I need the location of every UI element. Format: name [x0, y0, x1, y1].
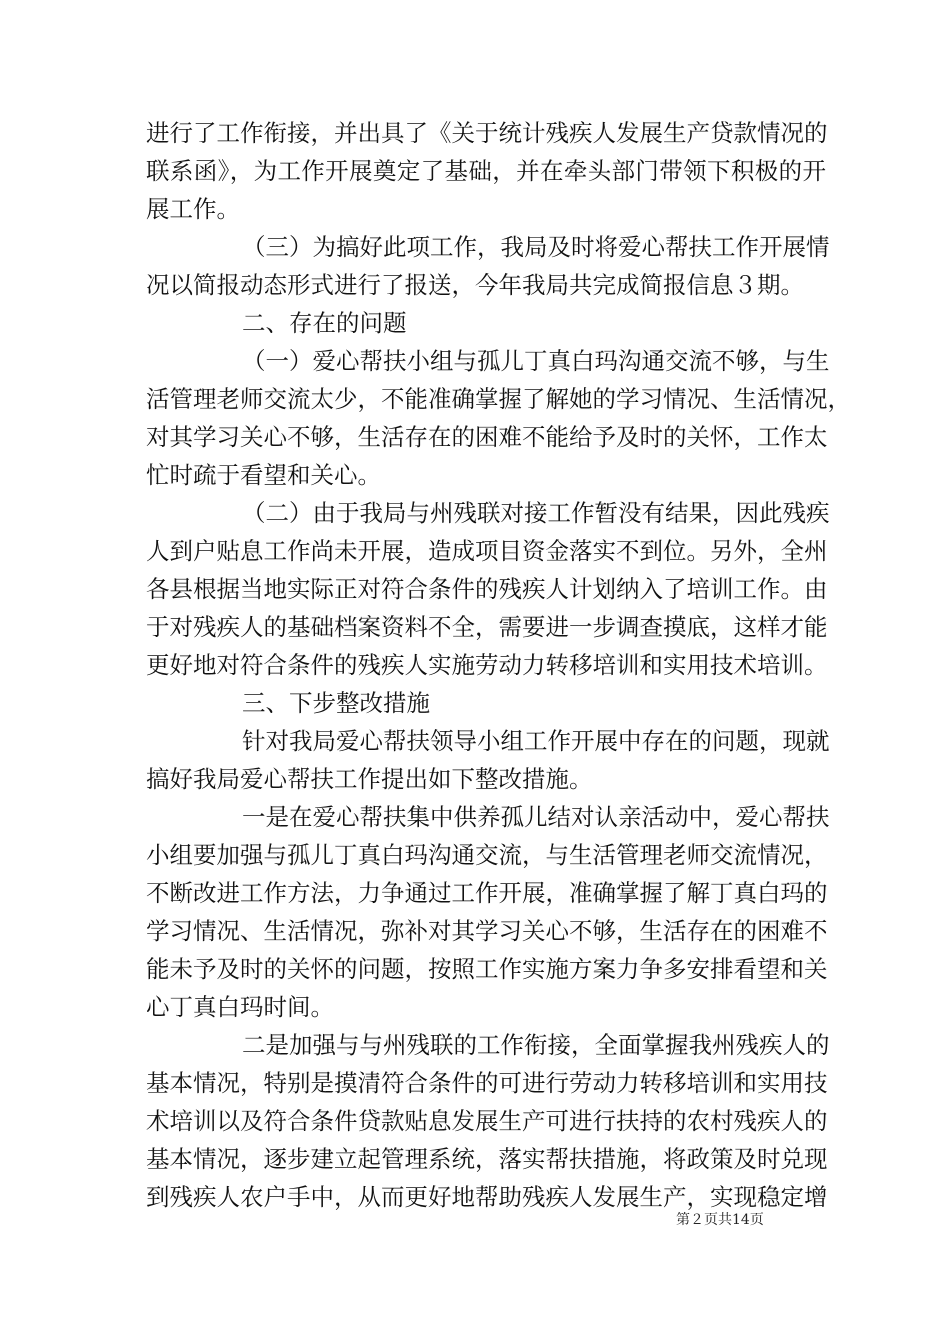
text-line: （三）为搞好此项工作，我局及时将爱心帮扶工作开展情 [242, 233, 830, 261]
text-line: 忙时疏于看望和关心。 [146, 461, 381, 489]
text-line: 小组要加强与孤儿丁真白玛沟通交流，与生活管理老师交流情况， [146, 841, 828, 869]
text-line: 各县根据当地实际正对符合条件的残疾人计划纳入了培训工作。由 [146, 575, 828, 603]
text-line: （一）爱心帮扶小组与孤儿丁真白玛沟通交流不够，与生 [242, 347, 830, 375]
text-line: 于对残疾人的基础档案资料不全，需要进一步调查摸底，这样才能 [146, 613, 828, 641]
page-number-footer: 第２页共14页 [676, 1212, 764, 1228]
text-line: 不断改进工作方法，力争通过工作开展，准确掌握了解丁真白玛的 [146, 879, 828, 907]
text-line: 况以简报动态形式进行了报送，今年我局共完成简报信息３期。 [146, 271, 804, 299]
text-line: 基本情况，逐步建立起管理系统，落实帮扶措施，将政策及时兑现 [146, 1145, 828, 1173]
section-heading: 二、存在的问题 [242, 309, 407, 337]
text-line: 学习情况、生活情况，弥补对其学习关心不够，生活存在的困难不 [146, 917, 828, 945]
text-line: 人到户贴息工作尚未开展，造成项目资金落实不到位。另外，全州 [146, 537, 828, 565]
text-line: 二是加强与与州残联的工作衔接，全面掌握我州残疾人的 [242, 1031, 830, 1059]
text-line: 搞好我局爱心帮扶工作提出如下整改措施。 [146, 765, 593, 793]
section-heading: 三、下步整改措施 [242, 689, 430, 717]
text-line: 术培训以及符合条件贷款贴息发展生产可进行扶持的农村残疾人的 [146, 1107, 828, 1135]
text-line: （二）由于我局与州残联对接工作暂没有结果，因此残疾 [242, 499, 830, 527]
text-line: 展工作。 [146, 195, 240, 223]
text-line: 进行了工作衔接，并出具了《关于统计残疾人发展生产贷款情况的 [146, 119, 828, 147]
text-line: 更好地对符合条件的残疾人实施劳动力转移培训和实用技术培训。 [146, 651, 828, 679]
text-line: 联系函》，为工作开展奠定了基础，并在牵头部门带领下积极的开 [146, 157, 826, 185]
text-line: 对其学习关心不够，生活存在的困难不能给予及时的关怀，工作太 [146, 423, 828, 451]
text-line: 到残疾人农户手中，从而更好地帮助残疾人发展生产，实现稳定增 [146, 1183, 828, 1211]
text-line: 基本情况，特别是摸清符合条件的可进行劳动力转移培训和实用技 [146, 1069, 828, 1097]
text-line: 心丁真白玛时间。 [146, 993, 334, 1021]
text-line: 一是在爱心帮扶集中供养孤儿结对认亲活动中，爱心帮扶 [242, 803, 830, 831]
text-line: 针对我局爱心帮扶领导小组工作开展中存在的问题，现就 [242, 727, 830, 755]
text-line: 能未予及时的关怀的问题，按照工作实施方案力争多安排看望和关 [146, 955, 828, 983]
text-line: 活管理老师交流太少，不能准确掌握了解她的学习情况、生活情况， [146, 385, 851, 413]
